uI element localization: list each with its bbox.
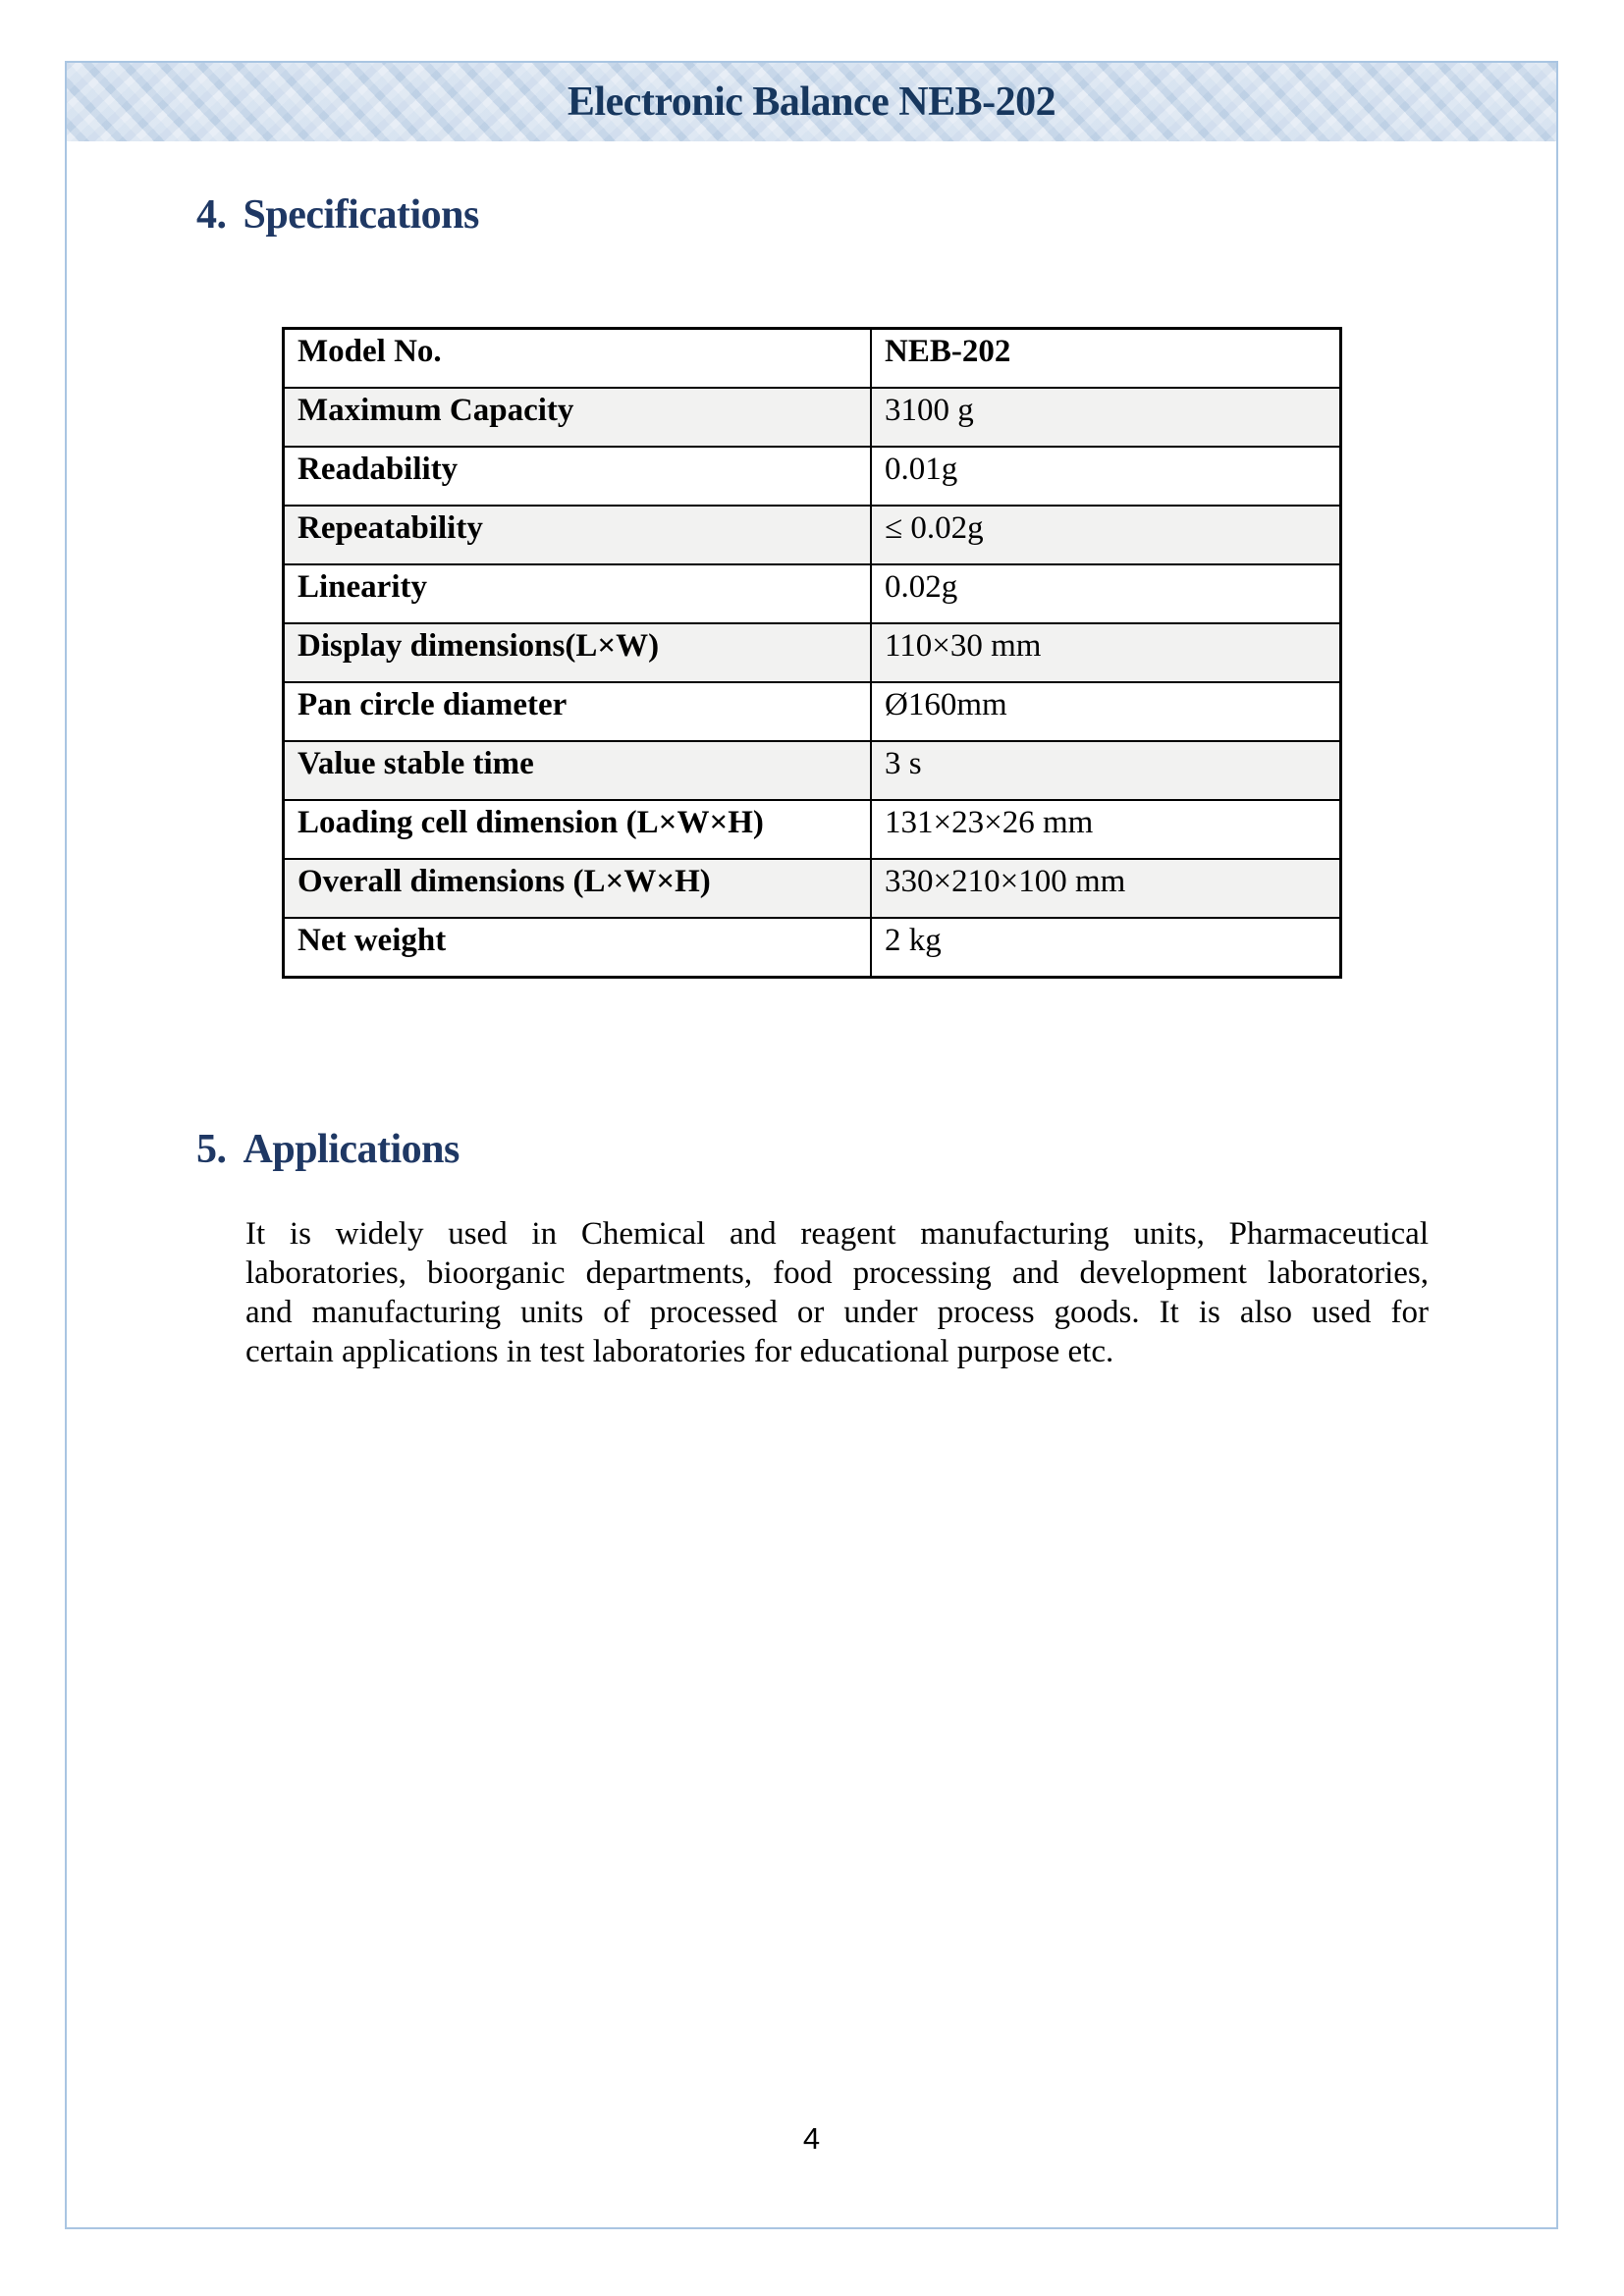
- table-row: [284, 859, 1341, 918]
- spec-label-cell: Maximum Capacity: [284, 388, 872, 447]
- spec-value-cell: NEB-202: [871, 329, 1341, 389]
- section-heading-applications: [196, 1129, 460, 1170]
- spec-value-cell: ≤ 0.02g: [871, 506, 1341, 564]
- spec-value-cell: 330×210×100 mm: [871, 859, 1341, 918]
- table-row: [284, 800, 1341, 859]
- spec-value-cell: 0.01g: [871, 447, 1341, 506]
- table-row: [284, 388, 1341, 447]
- table-row: [284, 564, 1341, 623]
- specifications-table: [282, 327, 1342, 979]
- spec-value-cell: 110×30 mm: [871, 623, 1341, 682]
- section-title: Applications: [243, 1127, 460, 1172]
- document-title: Electronic Balance NEB-202: [567, 80, 1056, 125]
- applications-paragraph: [245, 1214, 1429, 1371]
- spec-label-cell: Value stable time: [284, 741, 872, 800]
- spec-value-cell: 0.02g: [871, 564, 1341, 623]
- table-row: [284, 623, 1341, 682]
- spec-label-cell: Loading cell dimension (L×W×H): [284, 800, 872, 859]
- spec-value-cell: Ø160mm: [871, 682, 1341, 741]
- table-row: [284, 918, 1341, 978]
- section-number: 4.: [196, 192, 227, 238]
- page-border-frame: [65, 61, 1558, 2229]
- table-row: [284, 741, 1341, 800]
- section-heading-specifications: [196, 194, 479, 236]
- spec-label-cell: Overall dimensions (L×W×H): [284, 859, 872, 918]
- header-banner: [67, 63, 1556, 141]
- section-title: Specifications: [243, 192, 479, 238]
- table-row: [284, 329, 1341, 389]
- spec-value-cell: 131×23×26 mm: [871, 800, 1341, 859]
- paragraph-line: certain applications in test laboratories for educational purpose etc.: [245, 1334, 1114, 1369]
- table-row: [284, 447, 1341, 506]
- table-row: [284, 682, 1341, 741]
- spec-value-cell: 3 s: [871, 741, 1341, 800]
- page-number: 4: [802, 2121, 821, 2156]
- spec-value-cell: 3100 g: [871, 388, 1341, 447]
- section-number: 5.: [196, 1127, 227, 1172]
- paragraph-line: laboratories, bioorganic departments, food processing and development laboratories,: [245, 1255, 1429, 1291]
- paragraph-line: and manufacturing units of processed or under process goods. It is also used for: [245, 1295, 1429, 1330]
- spec-label-cell: Model No.: [284, 329, 872, 389]
- spec-label-cell: Repeatability: [284, 506, 872, 564]
- spec-label-cell: Linearity: [284, 564, 872, 623]
- spec-label-cell: Readability: [284, 447, 872, 506]
- table-row: [284, 506, 1341, 564]
- spec-value-cell: 2 kg: [871, 918, 1341, 978]
- spec-label-cell: Net weight: [284, 918, 872, 978]
- spec-label-cell: Pan circle diameter: [284, 682, 872, 741]
- paragraph-line: It is widely used in Chemical and reagent manufacturing units, Pharmaceutical: [245, 1216, 1429, 1252]
- spec-label-cell: Display dimensions(L×W): [284, 623, 872, 682]
